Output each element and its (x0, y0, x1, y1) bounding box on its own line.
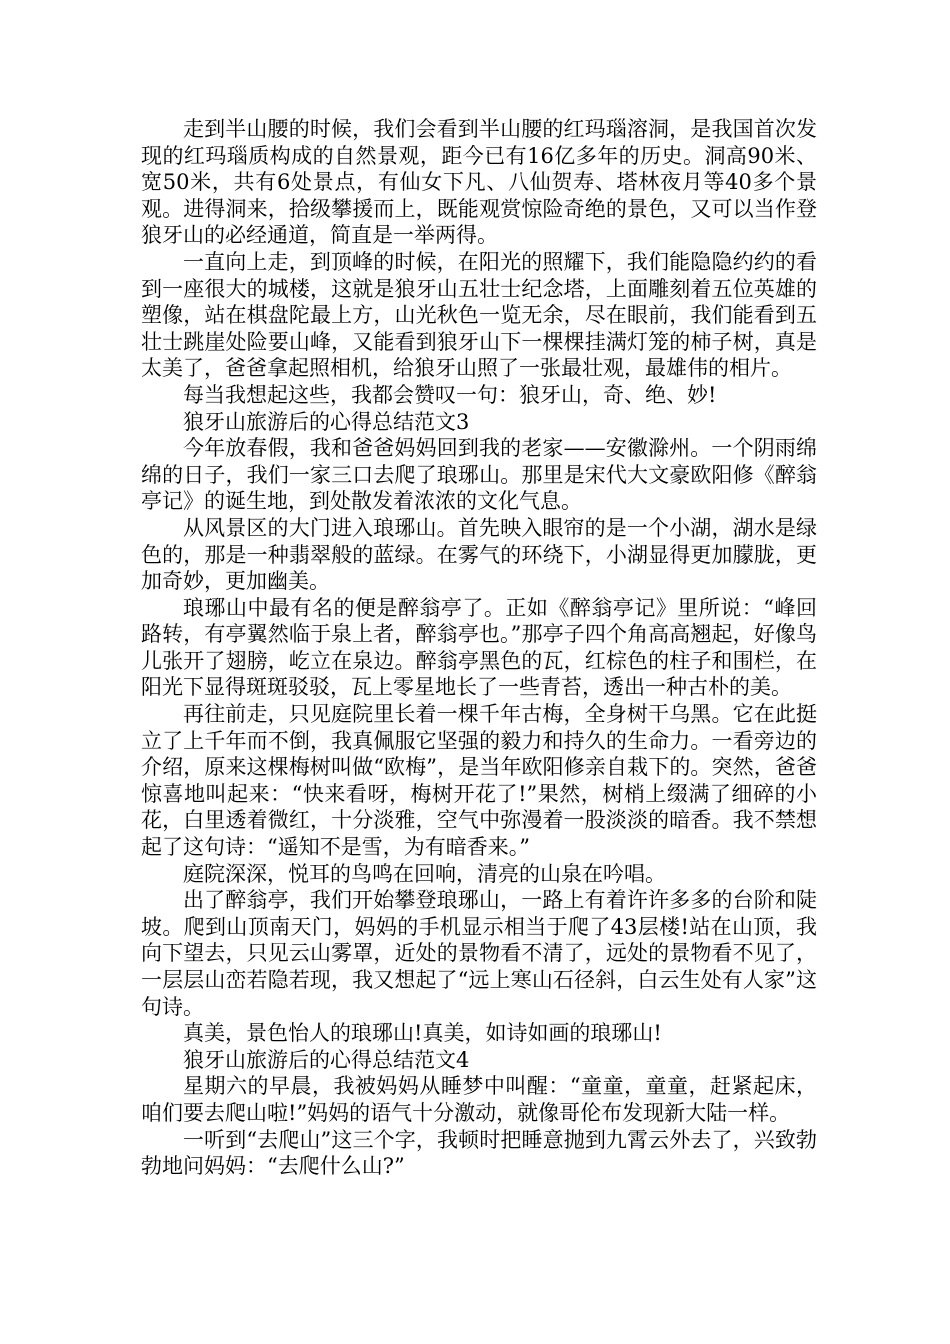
paragraph-climb: 出了醉翁亭，我们开始攀登琅琊山，一路上有着许许多多的台阶和陡坡。爬到山顶南天门，妈妈的手机显示相当于爬了43层楼!站在山顶，我向下望去，只见云山雾罩，近处的景物看不清了，远处的景物看不见了，一层层山峦若隐若现，我又想起了“远上寒山石径斜，白云生处有人家”这句诗。 (141, 888, 817, 1019)
section-heading-4: 狼牙山旅游后的心得总结范文4 (183, 1047, 470, 1072)
paragraph-spring-break: 今年放春假，我和爸爸妈妈回到我的老家——安徽滁州。一个阴雨绵绵的日子，我们一家三口去爬了琅琊山。那里是宋代大文豪欧阳修《醉翁亭记》的诞生地，到处散发着浓浓的文化气息。 (141, 436, 817, 514)
document-page (141, 116, 817, 1180)
paragraph-which-mountain: 一听到“去爬山”这三个字，我顿时把睡意抛到九霄云外去了，兴致勃勃地问妈妈：“去爬什么山?” (141, 1127, 817, 1179)
paragraph-ancient-plum: 再往前走，只见庭院里长着一棵千年古梅，全身树干乌黑。它在此挺立了上千年而不倒，我真佩服它坚强的毅力和持久的生命力。一看旁边的介绍，原来这棵梅树叫做“欧梅”，是当年欧阳修亲自栽下的。突然，爸爸惊喜地叫起来：“快来看呀，梅树开花了!”果然，树梢上缀满了细碎的小花，白里透着微红，十分淡雅，空气中弥漫着一股淡淡的暗香。我不禁想起了这句诗：“遥知不是雪，为有暗香来。” (141, 702, 817, 860)
paragraph-saturday-morning: 星期六的早晨，我被妈妈从睡梦中叫醒：“童童，童童，赶紧起床，咱们要去爬山啦!”妈妈的语气十分激动，就像哥伦布发现新大陆一样。 (141, 1074, 817, 1125)
paragraph-courtyard: 庭院深深，悦耳的鸟鸣在回响，清亮的山泉在吟唱。 (183, 861, 666, 886)
paragraph-red-agate-cave: 走到半山腰的时候，我们会看到半山腰的红玛瑙溶洞，是我国首次发现的红玛瑙质构成的自然景观，距今已有16亿多年的历史。洞高90米、宽50米，共有6处景点，有仙女下凡、八仙贺寿、塔林夜月等40多个景观。进得洞来，拾级攀援而上，既能观赏惊险奇绝的景色，又可以当作登狼牙山的必经通道，简直是一举两得。 (141, 117, 817, 248)
paragraph-beauty: 真美，景色怡人的琅琊山!真美，如诗如画的琅琊山! (183, 1021, 662, 1046)
paragraph-zuiweng-pavilion: 琅琊山中最有名的便是醉翁亭了。正如《醉翁亭记》里所说：“峰回路转，有亭翼然临于泉上者，醉翁亭也。”那亭子四个角高高翘起，好像鸟儿张开了翅膀，屹立在泉边。醉翁亭黑色的瓦，红棕色的柱子和围栏，在阳光下显得斑斑驳驳，瓦上零星地长了一些青苔，透出一种古朴的美。 (141, 595, 817, 700)
section-heading-3: 狼牙山旅游后的心得总结范文3 (183, 409, 470, 434)
paragraph-lake: 从风景区的大门进入琅琊山。首先映入眼帘的是一个小湖，湖水是绿色的，那是一种翡翠般的蓝绿。在雾气的环绕下，小湖显得更加朦胧，更加奇妙，更加幽美。 (141, 515, 817, 594)
paragraph-praise: 每当我想起这些，我都会赞叹一句：狼牙山，奇、绝、妙! (183, 382, 717, 407)
paragraph-summit-monument: 一直向上走，到顶峰的时候，在阳光的照耀下，我们能隐隐约约的看到一座很大的城楼，这就是狼牙山五壮士纪念塔，上面雕刻着五位英雄的塑像，站在棋盘陀最上方，山光秋色一览无余，尽在眼前，我们能看到五壮士跳崖处险要山峰，又能看到狼牙山下一棵棵挂满灯笼的柿子树，真是太美了，爸爸拿起照相机，给狼牙山照了一张最壮观，最雄伟的相片。 (141, 249, 817, 381)
